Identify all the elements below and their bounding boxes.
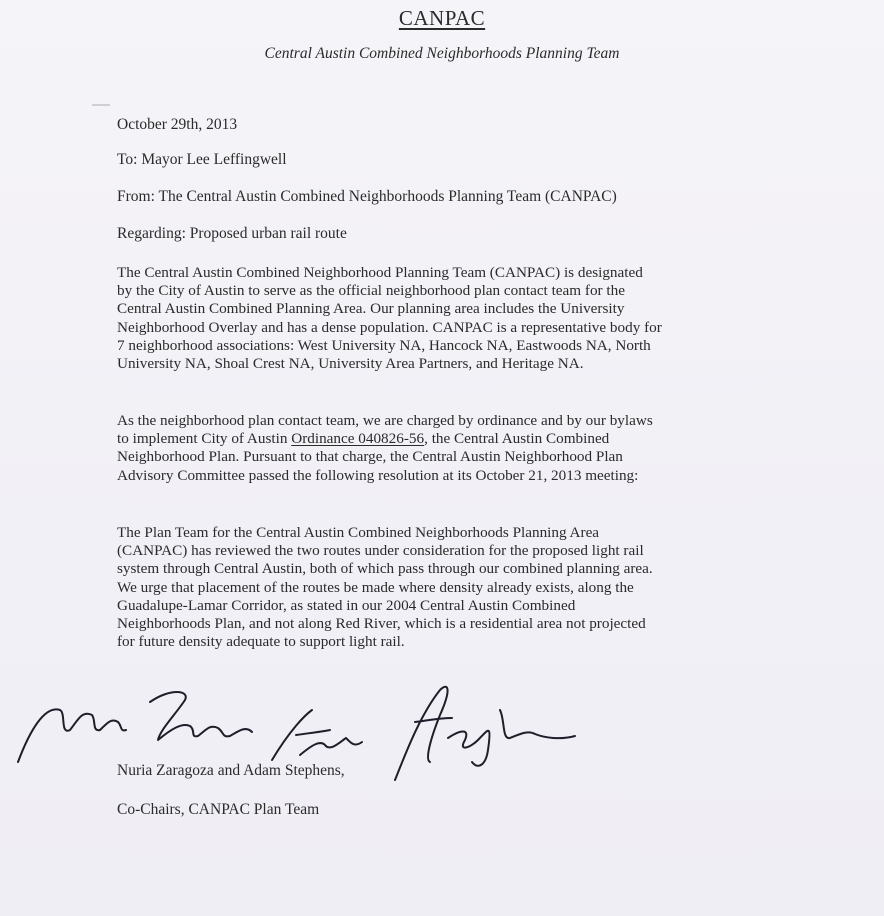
paragraph-line: 7 neighborhood associations: West University NA, Hancock NA, Eastwoods NA, North xyxy=(117,336,651,354)
memo-from: From: The Central Austin Combined Neighborhoods Planning Team (CANPAC) xyxy=(117,188,617,205)
paragraph-line: Neighborhoods Plan, and not along Red River, which is a residential area not projected xyxy=(117,615,646,633)
paragraph-line: Neighborhood Plan. Pursuant to that charge, the Central Austin Neighborhood Plan xyxy=(117,448,623,466)
paragraph-line: As the neighborhood plan contact team, we are charged by ordinance and by our bylaws xyxy=(117,412,653,429)
paragraph-line: The Central Austin Combined Neighborhood Planning Team (CANPAC) is designated xyxy=(117,264,643,281)
signatories-names: Nuria Zaragoza and Adam Stephens, xyxy=(117,762,345,779)
paragraph-line: The Plan Team for the Central Austin Combined Neighborhoods Planning Area xyxy=(117,524,600,541)
letterhead-title: CANPAC xyxy=(398,6,486,30)
memo-to: To: Mayor Lee Leffingwell xyxy=(117,151,287,168)
memo-date: October 29th, 2013 xyxy=(117,116,238,133)
signatories-role: Co-Chairs, CANPAC Plan Team xyxy=(117,801,320,818)
paragraph-ordinance xyxy=(117,412,797,485)
paragraph-line: Neighborhood Overlay and has a dense population. CANPAC is a representative body for xyxy=(117,318,662,336)
paragraph-line: Guadalupe-Lamar Corridor, as stated in our 2004 Central Austin Combined xyxy=(117,596,576,614)
paragraph-line xyxy=(117,430,797,448)
paragraph-line: by the City of Austin to serve as the official neighborhood plan contact team for the xyxy=(117,282,625,300)
paragraph-resolution xyxy=(117,524,797,651)
paragraph-line: for future density adequate to support light rail. xyxy=(117,633,405,651)
paragraph-line: University NA, Shoal Crest NA, University Area Partners, and Heritage NA. xyxy=(117,355,584,373)
paragraph-line: system through Central Austin, both of which pass through our combined planning area. xyxy=(117,560,653,578)
ordinance-reference: Ordinance 040826-56 xyxy=(291,430,425,448)
text-run: to implement City of Austin xyxy=(117,430,292,448)
paragraph-line: Central Austin Combined Planning Area. Our planning area includes the University xyxy=(117,300,625,318)
letterhead-subtitle: Central Austin Combined Neighborhoods Planning Team xyxy=(264,45,620,62)
paragraph-line: We urge that placement of the routes be made where density already exists, along the xyxy=(117,578,634,596)
paragraph-line: (CANPAC) has reviewed the two routes under consideration for the proposed light rail xyxy=(117,542,644,560)
paragraph-line: Advisory Committee passed the following resolution at its October 21, 2013 meeting: xyxy=(117,466,639,484)
text-run: , the Central Austin Combined xyxy=(424,430,610,448)
memo-regarding: Regarding: Proposed urban rail route xyxy=(117,225,347,242)
paragraph-cnpac-description xyxy=(117,264,797,373)
scan-mark xyxy=(92,104,110,106)
